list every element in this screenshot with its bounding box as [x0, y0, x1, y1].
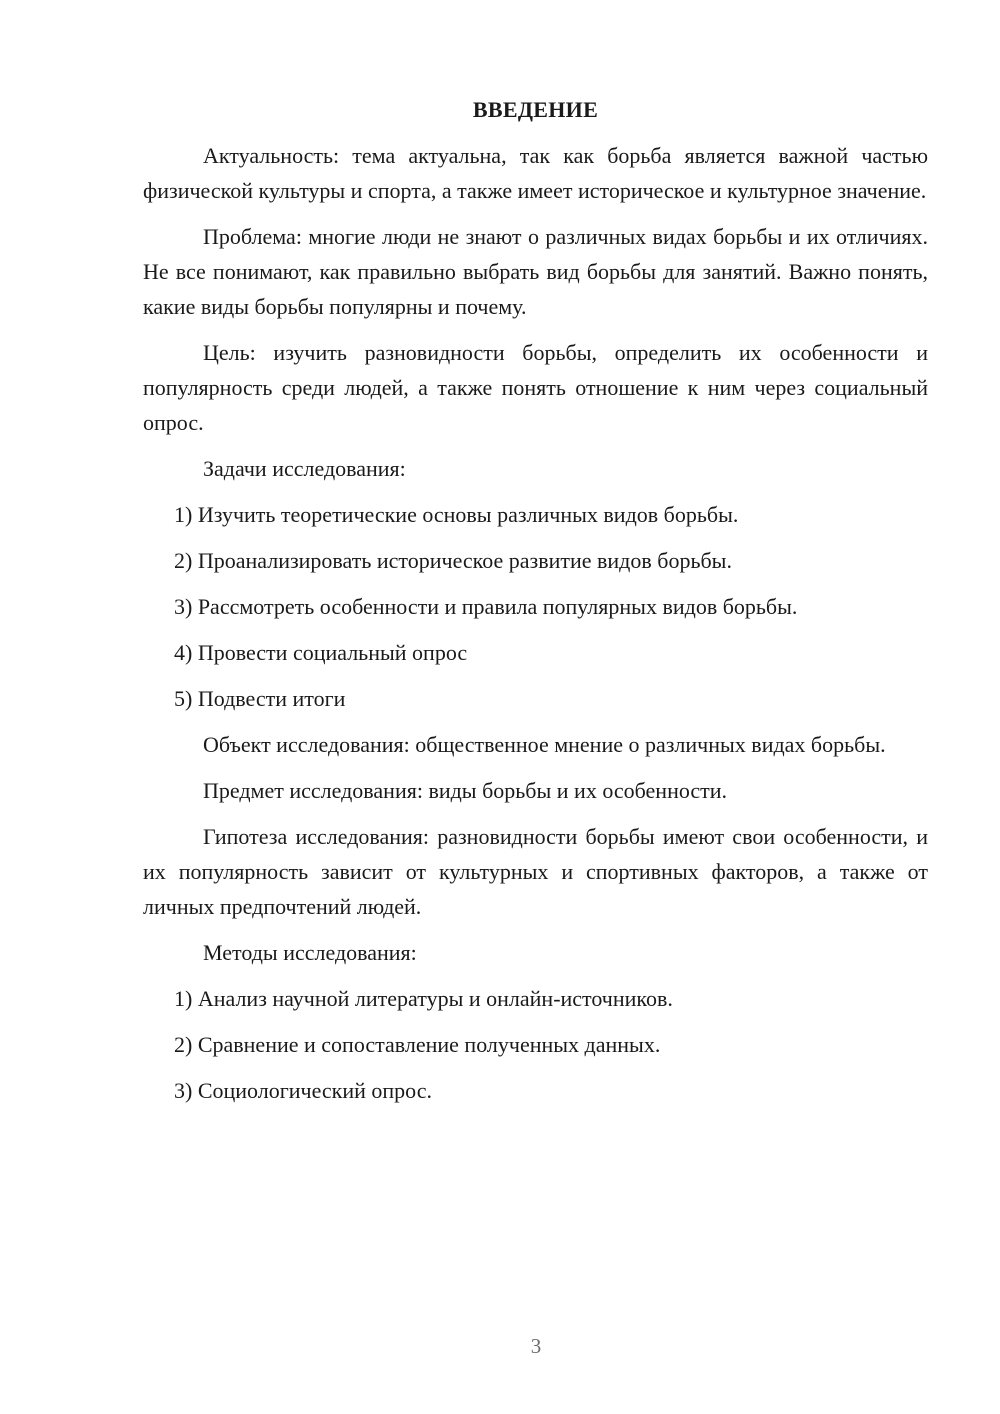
hypothesis-paragraph: Гипотеза исследования: разновидности борьбы имеют свои особенности, и их популярность зависит от культурных и спортивных факторов, а также от личных предпочтений людей.	[143, 824, 928, 919]
task-item: 3) Рассмотреть особенности и правила популярных видов борьбы.	[174, 594, 798, 619]
goal-paragraph: Цель: изучить разновидности борьбы, определить их особенности и популярность среди людей, а также понять отношение к ним через социальный опрос.	[143, 340, 928, 435]
task-item: 2) Проанализировать историческое развитие видов борьбы.	[174, 548, 732, 573]
task-item: 5) Подвести итоги	[174, 686, 346, 711]
tasks-heading: Задачи исследования:	[203, 456, 406, 481]
method-item: 2) Сравнение и сопоставление полученных данных.	[174, 1032, 661, 1057]
task-item: 4) Провести социальный опрос	[174, 640, 468, 665]
method-item: 3) Социологический опрос.	[174, 1078, 432, 1103]
task-item: 1) Изучить теоретические основы различных видов борьбы.	[174, 502, 739, 527]
methods-heading: Методы исследования:	[203, 940, 417, 965]
page-number: 3	[530, 1334, 542, 1358]
object-paragraph: Объект исследования: общественное мнение о различных видах борьбы.	[203, 732, 886, 757]
method-item: 1) Анализ научной литературы и онлайн-источников.	[174, 986, 673, 1011]
problem-paragraph: Проблема: многие люди не знают о различных видах борьбы и их отличиях. Не все понимают, как правильно выбрать вид борьбы для занятий. Важно понять, какие виды борьбы популярны и почему.	[143, 224, 928, 319]
relevance-paragraph: Актуальность: тема актуальна, так как борьба является важной частью физической культуры и спорта, а также имеет историческое и культурное значение.	[143, 143, 928, 203]
section-title: ВВЕДЕНИЕ	[472, 97, 599, 122]
subject-paragraph: Предмет исследования: виды борьбы и их особенности.	[203, 778, 728, 803]
document-body	[143, 92, 928, 1119]
